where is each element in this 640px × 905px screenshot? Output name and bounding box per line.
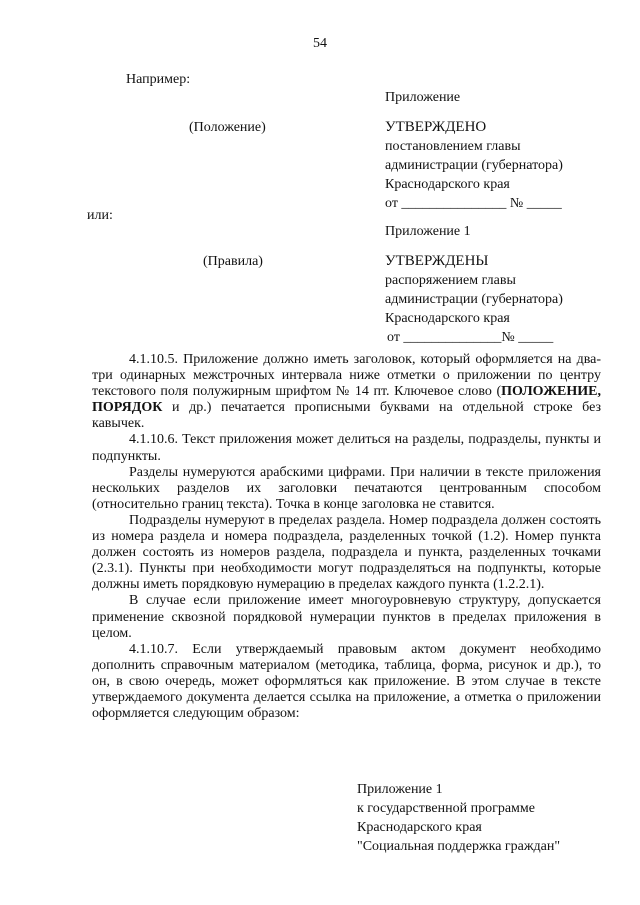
example1-line1: постановлением главы: [385, 139, 521, 154]
spacer: [385, 241, 563, 252]
paragraph-sections: Разделы нумеруются арабскими цифрами. При наличии в тексте приложения нескольких разделов их заголовки печатаются центрованным способом (относительно границ текста). Точка в конце заголовка не ставится.: [92, 464, 601, 512]
page-number: 54: [313, 36, 327, 51]
example3-line2: Краснодарского края: [357, 820, 482, 835]
example2-left-label: (Правила): [203, 254, 263, 269]
example2-appendix: Приложение 1: [385, 224, 471, 239]
paragraph-subsections: Подразделы нумеруют в пределах раздела. Номер подраздела должен состоять из номера раздела и номера подраздела, разделенных точкой (1.2). Номер пункта должен состоять из номеров раздела, подраздела и пункта, разделенных точками (2.3.1). Пункты при необходимости могут подразделяться на подпункты, которые должны иметь порядковую нумерацию в пределах каждого пункта (1.2.2.1).: [92, 512, 601, 593]
intro-label: Например:: [126, 72, 191, 87]
paragraph-4-1-10-6: 4.1.10.6. Текст приложения может делиться на разделы, подразделы, пункты и подпункты.: [92, 432, 601, 464]
example1-date-line: от _______________ № _____: [385, 196, 562, 211]
paragraph-multilevel: В случае если приложение имеет многоуровневую структуру, допускается применение сквозной порядковой нумерации пунктов в пределах приложения в целом.: [92, 593, 601, 641]
keyword-bold: ПОЛОЖЕНИЕ, ПОРЯДОК: [92, 384, 601, 416]
example3-line1: к государственной программе: [357, 801, 535, 816]
paragraph-text: 4.1.10.5. Приложение должно иметь заголовок, который оформляется на два-три одинарных межстрочных интервала ниже отметки о приложении по центру текстового поля полужирным шрифтом № 14 пт. Ключевое слово (: [92, 352, 601, 400]
example3-appendix: Приложение 1: [357, 782, 443, 797]
example2-approved: УТВЕРЖДЕНЫ: [385, 253, 489, 269]
body-text: [92, 352, 601, 722]
paragraph-4-1-10-5: [92, 352, 601, 432]
example2-approval-block: [385, 222, 563, 347]
or-label: или:: [87, 208, 113, 223]
example3-line3: "Социальная поддержка граждан": [357, 839, 561, 854]
example1-line2: администрации (губернатора): [385, 158, 563, 173]
example1-appendix: Приложение: [385, 90, 461, 105]
example2-date-line: от ______________№ _____: [387, 330, 554, 345]
example1-left-label: (Положение): [189, 120, 266, 135]
example2-line1: распоряжением главы: [385, 273, 516, 288]
example1-approved: УТВЕРЖДЕНО: [385, 119, 487, 135]
example2-line2: администрации (губернатора): [385, 292, 563, 307]
paragraph-text: и др.) печатается прописными буквами на отдельной строке без кавычек.: [92, 400, 601, 432]
paragraph-4-1-10-7: 4.1.10.7. Если утверждаемый правовым актом документ необходимо дополнить справочным материалом (методика, таблица, форма, рисунок и др.), то он, в свою очередь, может оформляться как приложение. В этом случае в тексте утверждаемого документа делается ссылка на приложение, а отметка о приложении оформляется следующим образом:: [92, 641, 601, 722]
example2-line3: Краснодарского края: [385, 311, 510, 326]
spacer: [385, 107, 563, 118]
example3-appendix-block: [357, 780, 560, 856]
example1-approval-block: [385, 88, 563, 213]
example1-line3: Краснодарского края: [385, 177, 510, 192]
